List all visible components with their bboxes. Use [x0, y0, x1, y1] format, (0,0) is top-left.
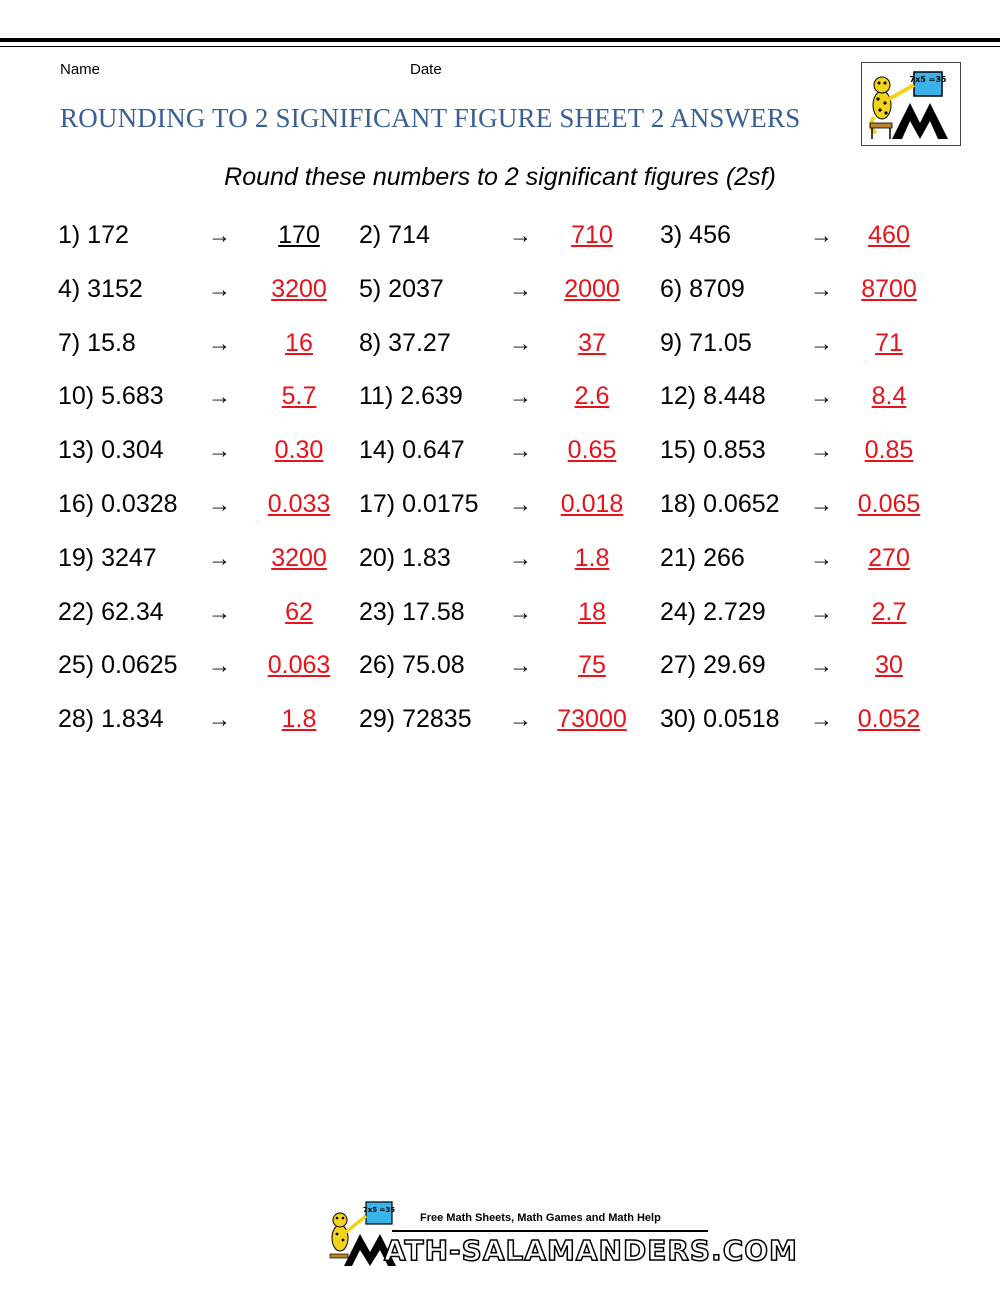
arrow-icon: →: [810, 706, 833, 732]
footer-tile-text: 7x5 =35: [362, 1206, 396, 1214]
question-label: 14) 0.647: [359, 436, 465, 464]
answer-value: 0.018: [560, 490, 624, 518]
top-rule-thick: [0, 38, 1000, 42]
arrow-icon: →: [509, 437, 532, 463]
question-label: 18) 0.0652: [660, 490, 780, 518]
arrow-icon: →: [509, 491, 532, 517]
arrow-icon: →: [208, 383, 231, 409]
arrow-icon: →: [810, 222, 833, 248]
footer-logo: [326, 1198, 798, 1270]
question-label: 13) 0.304: [58, 436, 164, 464]
arrow-icon: →: [810, 491, 833, 517]
answer-value: 0.063: [267, 651, 331, 679]
arrow-icon: →: [509, 545, 532, 571]
answer-value: 0.85: [864, 436, 914, 464]
arrow-icon: →: [810, 330, 833, 356]
arrow-icon: →: [208, 545, 231, 571]
arrow-icon: →: [810, 652, 833, 678]
answer-value: 75: [578, 651, 606, 679]
arrow-icon: →: [509, 383, 532, 409]
arrow-icon: →: [208, 222, 231, 248]
question-label: 30) 0.0518: [660, 705, 780, 733]
answer-value: 3200: [271, 275, 327, 303]
question-label: 12) 8.448: [660, 382, 766, 410]
question-label: 23) 17.58: [359, 598, 465, 626]
question-label: 21) 266: [660, 544, 745, 572]
question-label: 4) 3152: [58, 275, 143, 303]
answer-value: 1.8: [281, 705, 317, 733]
question-label: 24) 2.729: [660, 598, 766, 626]
top-rule-thin: [0, 46, 1000, 47]
answer-value: 460: [868, 221, 910, 249]
arrow-icon: →: [509, 222, 532, 248]
question-label: 1) 172: [58, 221, 129, 249]
arrow-icon: →: [810, 545, 833, 571]
answer-value: 0.65: [567, 436, 617, 464]
question-label: 15) 0.853: [660, 436, 766, 464]
arrow-icon: →: [208, 437, 231, 463]
answer-value: 3200: [271, 544, 327, 572]
answer-value: 30: [875, 651, 903, 679]
name-label: Name: [60, 61, 101, 78]
worksheet-title: ROUNDING TO 2 SIGNIFICANT FIGURE SHEET 2 ANSWERS: [60, 103, 801, 133]
question-label: 29) 72835: [359, 705, 472, 733]
question-label: 6) 8709: [660, 275, 745, 303]
answer-value: 0.033: [267, 490, 331, 518]
answer-value: 710: [571, 221, 613, 249]
arrow-icon: →: [208, 491, 231, 517]
question-label: 20) 1.83: [359, 544, 451, 572]
arrow-icon: →: [509, 652, 532, 678]
question-label: 9) 71.05: [660, 329, 752, 357]
question-label: 2) 714: [359, 221, 430, 249]
question-label: 26) 75.08: [359, 651, 465, 679]
question-label: 5) 2037: [359, 275, 444, 303]
answer-value: 71: [875, 329, 903, 357]
arrow-icon: →: [509, 276, 532, 302]
arrow-icon: →: [810, 437, 833, 463]
logo-tile-text: 7x5 =35: [909, 75, 947, 84]
answer-value: 0.052: [857, 705, 921, 733]
footer-tagline: Free Math Sheets, Math Games and Math Help: [420, 1212, 661, 1224]
question-label: 22) 62.34: [58, 598, 164, 626]
question-label: 28) 1.834: [58, 705, 164, 733]
arrow-icon: →: [208, 276, 231, 302]
answer-value: 37: [578, 329, 606, 357]
question-label: 8) 37.27: [359, 329, 451, 357]
arrow-icon: →: [509, 599, 532, 625]
answer-value: 0.30: [274, 436, 324, 464]
instruction-text: Round these numbers to 2 significant figures (2sf): [224, 163, 776, 191]
question-label: 16) 0.0328: [58, 490, 178, 518]
answer-value: 73000: [557, 705, 627, 733]
answer-value: 5.7: [281, 382, 317, 410]
question-label: 25) 0.0625: [58, 651, 178, 679]
answer-value: 16: [285, 329, 313, 357]
answer-value: 1.8: [574, 544, 610, 572]
answer-value: 2000: [564, 275, 620, 303]
answer-value: 8700: [861, 275, 917, 303]
answer-value: 270: [868, 544, 910, 572]
answer-value: 2.7: [871, 598, 907, 626]
salamander-logo: [861, 62, 961, 146]
arrow-icon: →: [810, 383, 833, 409]
answer-value: 2.6: [574, 382, 610, 410]
arrow-icon: →: [810, 276, 833, 302]
footer-divider: [392, 1230, 708, 1232]
answer-value: 0.065: [857, 490, 921, 518]
footer-brand-text: ATH-SALAMANDERS.COM: [384, 1234, 798, 1267]
arrow-icon: →: [810, 599, 833, 625]
arrow-icon: →: [509, 706, 532, 732]
arrow-icon: →: [208, 599, 231, 625]
answer-value: 18: [578, 598, 606, 626]
answer-value: 8.4: [871, 382, 907, 410]
answer-value: 62: [285, 598, 313, 626]
arrow-icon: →: [208, 706, 231, 732]
question-label: 7) 15.8: [58, 329, 136, 357]
question-label: 11) 2.639: [359, 382, 463, 410]
arrow-icon: →: [208, 330, 231, 356]
question-label: 17) 0.0175: [359, 490, 479, 518]
question-label: 19) 3247: [58, 544, 157, 572]
question-label: 3) 456: [660, 221, 731, 249]
answer-value: 170: [278, 221, 320, 249]
arrow-icon: →: [509, 330, 532, 356]
question-label: 27) 29.69: [660, 651, 766, 679]
question-label: 10) 5.683: [58, 382, 164, 410]
arrow-icon: →: [208, 652, 231, 678]
date-label: Date: [410, 61, 442, 78]
